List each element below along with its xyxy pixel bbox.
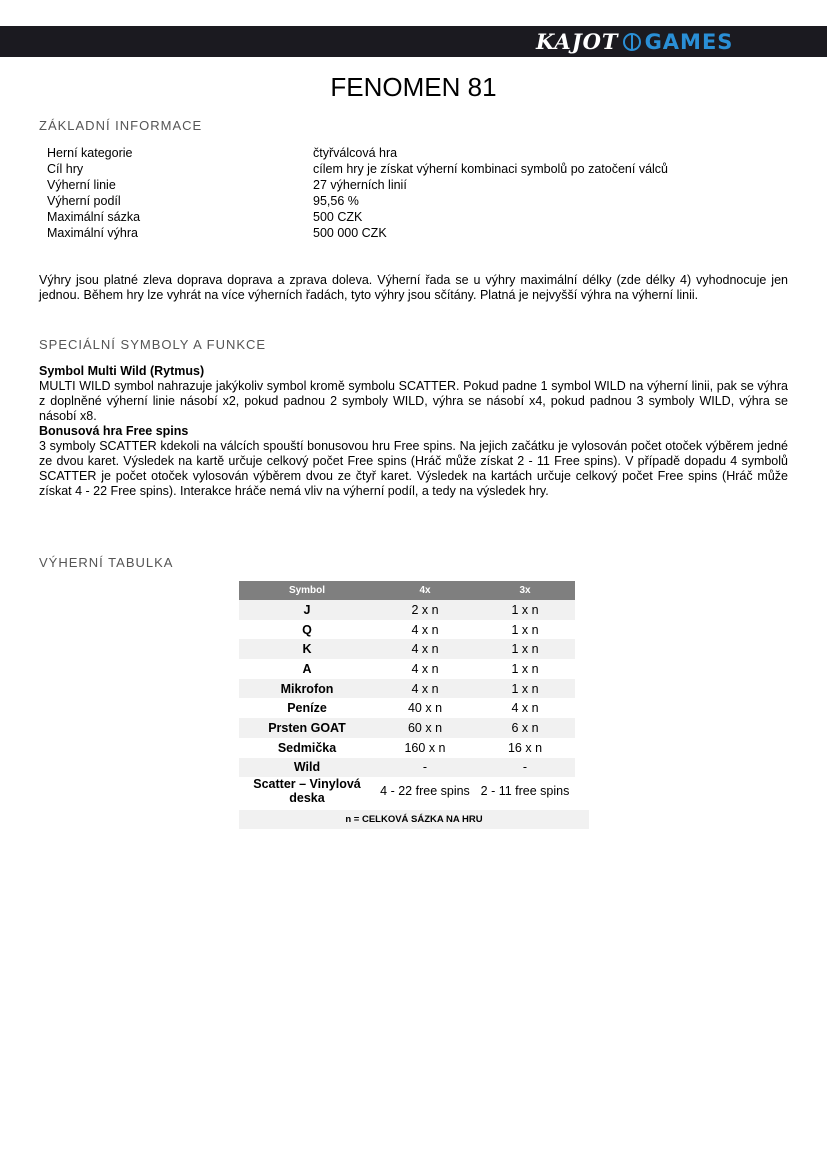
table-row — [239, 659, 575, 679]
page-title: FENOMEN 81 — [330, 72, 497, 102]
paytable — [239, 581, 575, 805]
payout-3x-cell: 1 x n — [511, 622, 539, 637]
header-banner — [0, 26, 827, 57]
info-row — [47, 193, 668, 209]
special-features — [39, 364, 788, 499]
info-label: Herní kategorie — [47, 146, 133, 160]
feature-text: MULTI WILD symbol nahrazuje jakýkoliv symbol kromě symbolu SCATTER. Pokud padne 1 symbol WILD na výherní linii, pak se výhra z doplněné výherní linie násobí x2, pokud padnou 2 symboly WILD, výhra se násobí x4, pokud padnou 3 symboly WILD, výhra se násobí x8. — [39, 379, 788, 423]
payout-3x-cell: 1 x n — [475, 639, 575, 659]
info-label: Maximální sázka — [47, 210, 141, 224]
info-row — [47, 225, 668, 241]
payout-4x-cell: 60 x n — [375, 718, 475, 738]
kajot-games-logo — [536, 28, 733, 55]
symbol-cell: Peníze — [287, 701, 327, 716]
symbol-cell: Mikrofon — [239, 679, 375, 699]
payout-4x-cell: 4 x n — [411, 661, 439, 676]
table-row — [239, 777, 575, 805]
payout-3x-cell: 2 - 11 free spins — [480, 784, 570, 799]
info-value: 27 výherních linií — [313, 178, 407, 192]
globe-icon — [623, 33, 641, 51]
payout-3x-cell: 6 x n — [475, 718, 575, 738]
symbol-cell: Q — [302, 622, 312, 637]
payout-4x-cell: 4 x n — [375, 679, 475, 699]
symbol-cell: K — [239, 639, 375, 659]
symbol-cell: J — [239, 600, 375, 620]
feature-text: 3 symboly SCATTER kdekoli na válcích spouští bonusovou hru Free spins. Na jejich začátku je vylosován počet otoček výběrem jedné ze dvou karet. Výsledek na kartě určuje celkový počet Free spins (Hráč může získat 2 - 11 Free spins). V případě dopadu 4 symbolů SCATTER je počet otoček vylosován výběrem dvou ze čtyř karet. Výsledek na kartách určuje celkový počet Free spins (Hráč může získat 4 - 22 Free spins). Interakce hráče nemá vliv na výherní podíl, a tedy na výsledek hry. — [39, 439, 788, 498]
payout-3x-cell: 1 x n — [475, 679, 575, 699]
info-table — [47, 145, 668, 241]
info-value: čtyřválcová hra — [313, 146, 398, 160]
paytable-footnote: n = CELKOVÁ SÁZKA NA HRU — [239, 810, 589, 829]
table-row — [239, 600, 575, 620]
logo-text-kajot: KAJOT — [536, 29, 619, 54]
info-row — [47, 177, 668, 193]
payout-4x-cell: 40 x n — [407, 701, 443, 716]
info-label: Výherní linie — [47, 178, 116, 192]
symbol-cell: Scatter – Vinylová deska — [253, 777, 361, 806]
payout-3x-cell: 16 x n — [507, 740, 543, 755]
section-heading-basic: ZÁKLADNÍ INFORMACE — [39, 118, 203, 133]
table-row — [239, 738, 575, 758]
payout-3x-cell: - — [475, 758, 575, 778]
table-row — [239, 758, 575, 778]
info-value: 500 CZK — [313, 210, 363, 224]
symbol-cell: Sedmička — [277, 740, 337, 755]
table-row — [239, 620, 575, 640]
column-header: Symbol — [239, 581, 375, 600]
table-row — [239, 698, 575, 718]
symbol-cell: Prsten GOAT — [239, 718, 375, 738]
section-heading-special: SPECIÁLNÍ SYMBOLY A FUNKCE — [39, 337, 267, 352]
payout-4x-cell: 4 x n — [411, 622, 439, 637]
symbol-cell: A — [302, 661, 312, 676]
info-label: Cíl hry — [47, 162, 84, 176]
payout-4x-cell: 4 - 22 free spins — [380, 784, 470, 799]
column-header: 4x — [375, 581, 475, 600]
payout-3x-cell: 1 x n — [475, 600, 575, 620]
table-row — [239, 718, 575, 738]
payout-3x-cell: 1 x n — [511, 661, 539, 676]
logo-text-games: GAMES — [644, 29, 734, 54]
payout-4x-cell: 2 x n — [375, 600, 475, 620]
column-header: 3x — [475, 581, 575, 600]
info-row — [47, 161, 668, 177]
info-value: cílem hry je získat výherní kombinaci symbolů po zatočení válců — [313, 162, 669, 176]
symbol-cell: Wild — [239, 758, 375, 778]
table-row — [239, 639, 575, 659]
rules-paragraph: Výhry jsou platné zleva doprava doprava a zprava doleva. Výherní řada se u výhry maximální délky (zde délky 4) vyhodnocuje jen jednou. Během hry lze vyhrát na více výherních řadách, tyto výhry jsou sčítány. Platná je nejvyšší výhra na výherní linii. — [39, 273, 788, 302]
info-row — [47, 209, 668, 225]
info-label: Výherní podíl — [47, 194, 121, 208]
payout-4x-cell: 4 x n — [375, 639, 475, 659]
feature-heading: Bonusová hra Free spins — [39, 424, 189, 438]
info-row — [47, 145, 668, 161]
feature-heading: Symbol Multi Wild (Rytmus) — [39, 364, 205, 378]
info-value: 500 000 CZK — [313, 226, 387, 240]
section-heading-paytable: VÝHERNÍ TABULKA — [39, 555, 174, 570]
payout-4x-cell: - — [375, 758, 475, 778]
table-row — [239, 679, 575, 699]
info-label: Maximální výhra — [47, 226, 138, 240]
info-value: 95,56 % — [313, 194, 359, 208]
payout-4x-cell: 160 x n — [404, 740, 446, 755]
payout-3x-cell: 4 x n — [511, 701, 539, 716]
